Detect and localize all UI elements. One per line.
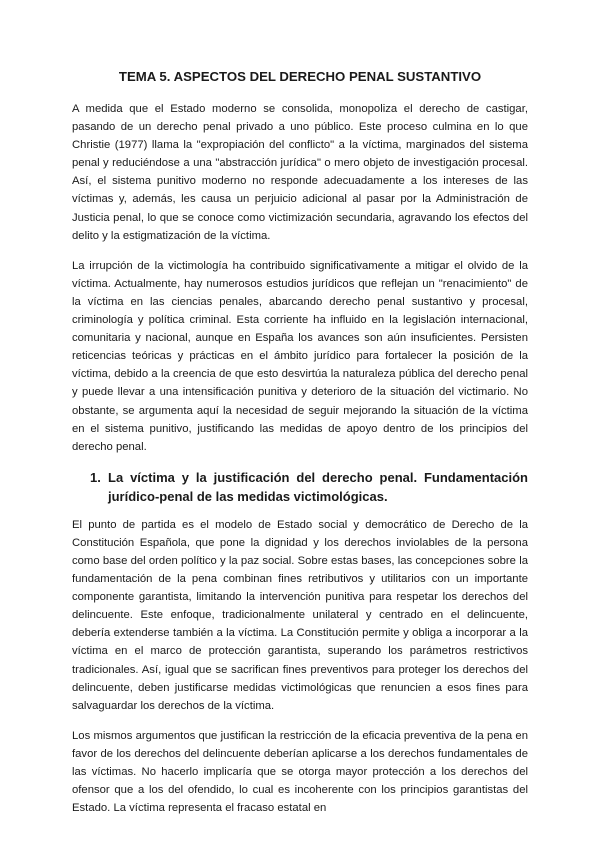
document-page bbox=[72, 68, 528, 829]
paragraph-section-1-2: Los mismos argumentos que justifican la restricción de la eficacia preventiva de la pena en favor de los derechos del delincuente deberían aplicarse a los derechos fundamentales de las víctimas. No hacerlo implicaría que se otorga mayor protección a los derechos del ofensor que a los del ofendido, lo cual es incoherente con los principios garantistas del Estado. La víctima representa el fracaso estatal en bbox=[72, 729, 528, 815]
paragraph-intro-1: A medida que el Estado moderno se consolida, monopoliza el derecho de castigar, pasando de un derecho penal privado a uno público. Este proceso culmina en lo que Christie (1977) llama la "expropiación del conflicto" a la víctima, marginados del sistema penal y reduciéndose a una "abstracción jurídica" o mero objeto de investigación procesal. Así, el sistema punitivo moderno no responde adecuadamente a los intereses de las víctimas y, además, les causa un perjuicio adicional al pasar por la Administración de Justicia penal, lo que se conoce como victimización secundaria, agravando los efectos del delito y la estigmatización de la víctima. bbox=[72, 103, 528, 242]
section-number: 1. bbox=[90, 469, 101, 485]
page-title: TEMA 5. ASPECTOS DEL DERECHO PENAL SUSTANTIVO bbox=[118, 69, 482, 84]
section-heading-text: La víctima y la justificación del derecho penal. Fundamentación jurídico-penal de las medidas victimológicas. bbox=[108, 469, 528, 504]
paragraph-section-1-1: El punto de partida es el modelo de Estado social y democrático de Derecho de la Constitución Española, que pone la dignidad y los derechos inviolables de la persona como base del orden político y la paz social. Sobre estas bases, las concepciones sobre la fundamentación de la pena combinan fines retributivos y utilitarios con un importante componente garantista, limitando la intervención punitiva para respetar los derechos del delincuente. Este enfoque, tradicionalmente unilateral y centrado en el delincuente, debería extenderse también a la víctima. La Constitución permite y obliga a incorporar a la víctima en el marco de protección garantista, superando los parámetros restrictivos tradicionales. Así, igual que se sacrifican fines preventivos para proteger los derechos del delincuente, deben justificarse medidas victimológicas que renuncien a esos fines para salvaguardar los derechos de la víctima. bbox=[72, 518, 528, 712]
section-heading-1 bbox=[72, 468, 528, 506]
paragraph-intro-2: La irrupción de la victimología ha contribuido significativamente a mitigar el olvido de la víctima. Actualmente, hay numerosos estudios jurídicos que reflejan un "renacimiento" de la víctima en las ciencias penales, abarcando derecho penal sustantivo y procesal, criminología y política criminal. Esta corriente ha influido en la legislación internacional, comunitaria y nacional, aunque en España los avances son aún insuficientes. Persisten reticencias teóricas y prácticas en el ámbito jurídico para fortalecer la posición de la víctima, debido a la creencia de que esto desvirtúa la naturaleza pública del derecho penal y puede llevar a una intensificación punitiva y deterioro de la situación del victimario. No obstante, se argumenta aquí la necesidad de seguir mejorando la situación de la víctima en el sistema punitivo, justificando las medidas de apoyo dentro de los principios del derecho penal. bbox=[72, 259, 528, 453]
